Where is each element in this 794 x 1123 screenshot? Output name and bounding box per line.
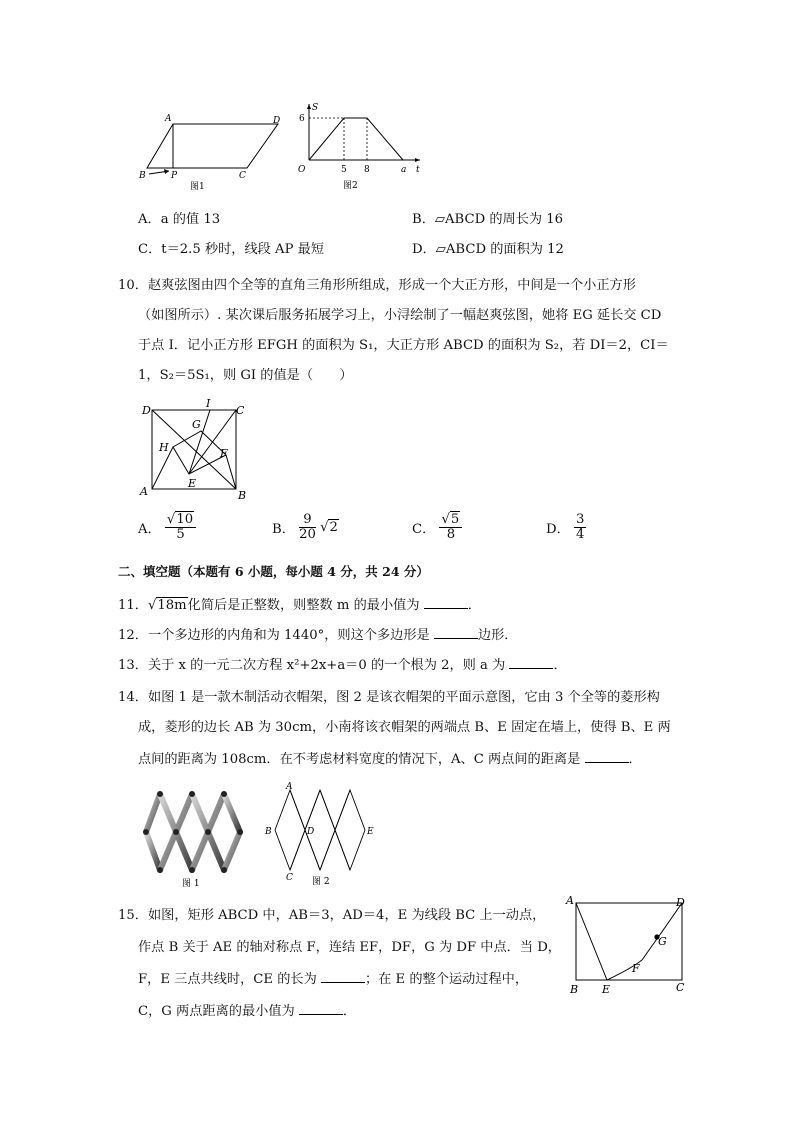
q14-fig2-caption: 图 2 bbox=[312, 877, 330, 887]
q9-option-b: B．▱ABCD 的周长为 16 bbox=[412, 212, 564, 227]
q9-option-a: A．a 的值 13 bbox=[138, 212, 221, 227]
fig10-label-d: D bbox=[142, 404, 151, 417]
q15-figure bbox=[562, 892, 697, 998]
q9-option-c: C．t＝2.5 秒时，线段 AP 最短 bbox=[138, 242, 325, 257]
fig2-label-s: S bbox=[312, 103, 319, 113]
q15-line-4-text: C，G 两点距离的最小值为 bbox=[138, 1004, 295, 1019]
q15-label-c: C bbox=[676, 981, 685, 994]
fig1-label-a: A bbox=[165, 114, 172, 124]
fig10-label-e: E bbox=[188, 477, 197, 490]
q15-label-f: F bbox=[632, 962, 640, 975]
section-2-heading: 二、填空题（本题有 6 小题，每小题 4 分，共 24 分） bbox=[118, 564, 429, 579]
q15-label-g: G bbox=[658, 935, 667, 948]
q14-fig2-label-b: B bbox=[265, 827, 272, 837]
q10-option-a bbox=[138, 513, 196, 542]
q13 bbox=[118, 654, 567, 673]
q15-line-4 bbox=[138, 1000, 356, 1019]
fig10-label-a: A bbox=[140, 485, 148, 498]
fig2-caption: 图2 bbox=[343, 181, 358, 191]
q14-line-2: 成，菱形的边长 AB 为 30cm，小南将该衣帽架的两端点 B、E 固定在墙上，使得 B、E 两 bbox=[138, 720, 671, 735]
q14-line-1: 14．如图 1 是一款木制活动衣帽架，图 2 是该衣帽架的平面示意图，它由 3 个全等的菱形构 bbox=[118, 690, 660, 705]
fig2-label-5: 5 bbox=[341, 165, 347, 175]
q10-option-b-radicand: 2 bbox=[329, 520, 338, 535]
q15-answer-blank-2[interactable] bbox=[299, 1002, 343, 1015]
q10-option-d-denominator: 4 bbox=[575, 527, 585, 542]
q15-line-3-text: F，E 三点共线时，CE 的长为 bbox=[138, 972, 317, 987]
fig2-label-o: O bbox=[298, 165, 306, 175]
q14-end: ． bbox=[628, 752, 642, 767]
q14-fig1-caption: 图 1 bbox=[182, 879, 200, 889]
fig10-label-f: F bbox=[220, 447, 228, 460]
q11-answer-blank[interactable] bbox=[424, 596, 468, 609]
q11-end: ． bbox=[467, 598, 481, 613]
q10-line-4: 1，S₂＝5S₁，则 GI 的值是（ ） bbox=[138, 368, 353, 383]
q14-figure-1 bbox=[140, 786, 252, 890]
fig1-caption: 图1 bbox=[190, 182, 205, 192]
q10-option-b-fraction bbox=[299, 513, 316, 542]
fig10-label-g: G bbox=[192, 418, 201, 431]
fig10-label-h: H bbox=[159, 441, 169, 454]
q11-radicand: 18m bbox=[157, 598, 187, 613]
q10-figure bbox=[138, 395, 258, 505]
q15-label-b: B bbox=[570, 983, 579, 996]
q15-answer-blank-1[interactable] bbox=[321, 970, 365, 983]
q13-end: ． bbox=[553, 658, 567, 673]
fig2-label-t: t bbox=[416, 165, 420, 175]
q13-text: 13．关于 x 的一元二次方程 x²+2x+a＝0 的一个根为 2，则 a 为 bbox=[118, 658, 506, 673]
q12-text: 12．一个多边形的内角和为 1440°，则这个多边形是 bbox=[118, 628, 430, 643]
q11-text: 化简后是正整数，则整数 m 的最小值为 bbox=[187, 598, 420, 613]
q14-fig2-label-c: C bbox=[286, 873, 293, 883]
q10-option-a-denominator: 5 bbox=[176, 527, 185, 542]
q14-line-3 bbox=[138, 748, 642, 767]
fig1-label-p: P bbox=[171, 171, 178, 181]
q11: 11．√18m化简后是正整数，则整数 m 的最小值为 ． bbox=[118, 598, 481, 613]
q15-line-2: 作点 B 关于 AE 的轴对称点 F，连结 EF，DF，G 为 DF 中点．当 D， bbox=[138, 940, 561, 955]
q10-option-a-radicand: 10 bbox=[176, 512, 194, 527]
q10-option-c-fraction: $\frac{√5}{8}$ bbox=[439, 513, 462, 542]
q10-line-3: 于点 I．记小正方形 EFGH 的面积为 S₁，大正方形 ABCD 的面积为 S₂，若 DI＝2，CI＝ bbox=[138, 338, 669, 353]
q14-figure-2 bbox=[262, 780, 382, 888]
q10-option-b-denominator: 20 bbox=[299, 527, 316, 542]
q10-option-d bbox=[546, 513, 586, 542]
q15-label-a: A bbox=[566, 894, 574, 907]
q12-end: 边形． bbox=[477, 628, 518, 643]
q9-option-d: D．▱ABCD 的面积为 12 bbox=[412, 242, 564, 257]
q10-option-c-denominator: 8 bbox=[446, 527, 456, 542]
q10-option-a-fraction: $\frac{√10}{5}$ bbox=[165, 513, 196, 542]
q12 bbox=[118, 624, 517, 643]
q14-answer-blank[interactable] bbox=[585, 750, 629, 763]
fig1-label-b: B bbox=[139, 171, 146, 181]
q14-fig2-label-d: D bbox=[307, 827, 315, 837]
q10-option-c-label: C． bbox=[412, 522, 436, 537]
q11-number: 11． bbox=[118, 598, 148, 613]
q14-fig2-label-a: A bbox=[286, 782, 293, 792]
q15-line-3 bbox=[138, 968, 528, 987]
fig1-label-d: D bbox=[273, 116, 281, 126]
q13-answer-blank[interactable] bbox=[509, 656, 553, 669]
q10-option-a-label: A． bbox=[138, 522, 161, 537]
q9-figure-1 bbox=[135, 108, 295, 194]
fig10-label-b: B bbox=[238, 489, 247, 502]
q15-line-1: 15．如图，矩形 ABCD 中，AB＝3，AD＝4，E 为线段 BC 上一动点， bbox=[118, 908, 546, 923]
fig2-label-8: 8 bbox=[364, 165, 370, 175]
q10-option-d-numerator: 3 bbox=[575, 512, 585, 527]
q10-option-b-label: B． bbox=[272, 522, 295, 537]
fig2-label-a: a bbox=[401, 165, 407, 175]
q12-answer-blank[interactable] bbox=[434, 626, 478, 639]
q10-option-d-fraction bbox=[574, 513, 586, 542]
q14-fig2-label-e: E bbox=[367, 827, 374, 837]
q15-label-d: D bbox=[676, 896, 685, 909]
q15-line-3-tail: ；在 E 的整个运动过程中， bbox=[364, 972, 529, 987]
fig10-label-i: I bbox=[206, 397, 211, 410]
fig2-label-6: 6 bbox=[299, 114, 305, 124]
q10-option-c bbox=[412, 513, 462, 542]
q15-label-e: E bbox=[602, 983, 611, 996]
fig1-label-c: C bbox=[239, 171, 246, 181]
fig10-label-c: C bbox=[236, 404, 245, 417]
q10-option-c-radicand: 5 bbox=[450, 512, 460, 527]
q14-line-3-text: 点间的距离为 108cm．在不考虑材料宽度的情况下，A、C 两点间的距离是 bbox=[138, 752, 581, 767]
q15-end: ． bbox=[342, 1004, 357, 1019]
q9-figure-2 bbox=[295, 100, 425, 194]
q10-line-2: （如图所示）. 某次课后服务拓展学习上，小浔绘制了一幅赵爽弦图，她将 EG 延长交 CD bbox=[138, 308, 662, 323]
q10-line-1: 10．赵爽弦图由四个全等的直角三角形所组成，形成一个大正方形，中间是一个小正方形 bbox=[118, 278, 636, 293]
q10-option-d-label: D． bbox=[546, 522, 570, 537]
q10-option-b: B． $\frac{9}{20}$ √2 bbox=[272, 512, 338, 542]
q10-option-b-numerator: 9 bbox=[299, 513, 316, 528]
